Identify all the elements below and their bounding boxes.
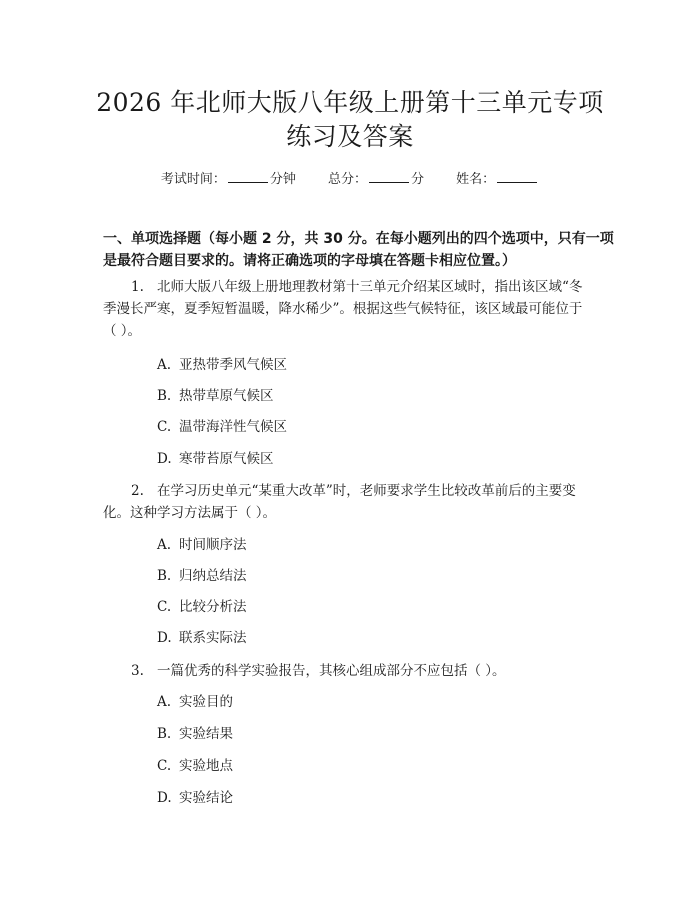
option-letter: A. (157, 357, 172, 373)
student-name-field (456, 168, 539, 190)
question-text-line-2: 季漫长严寒，夏季短暂温暖，降水稀少”。根据这些气候特征，该区域最可能位于 (103, 301, 583, 317)
question-3-option-b (157, 724, 233, 744)
question-1-option-d (157, 449, 274, 469)
option-text: 温带海洋性气候区 (179, 419, 287, 435)
question-3-option-c (157, 756, 233, 776)
exam-info-row (0, 168, 700, 190)
option-text: 联系实际法 (179, 630, 247, 646)
option-text: 热带草原气候区 (179, 388, 274, 404)
option-letter: B. (157, 388, 172, 404)
option-letter: C. (157, 599, 172, 615)
total-score-label: 总分： (327, 172, 367, 187)
question-2-option-c (157, 597, 247, 617)
option-text: 实验地点 (179, 758, 233, 774)
option-letter: D. (157, 451, 172, 467)
option-letter: A. (157, 694, 172, 710)
question-2-option-d (157, 628, 247, 648)
option-text: 归纳总结法 (179, 568, 247, 584)
option-text: 比较分析法 (179, 599, 247, 615)
exam-time-unit: 分钟 (269, 172, 296, 187)
question-3 (103, 660, 603, 682)
exam-time-label: 考试时间： (160, 172, 226, 187)
option-letter: B. (157, 568, 172, 584)
question-number: 2. (131, 483, 144, 499)
document-title-line-2: 练习及答案 (286, 122, 414, 151)
question-number: 1. (131, 279, 144, 295)
option-text: 实验目的 (179, 694, 233, 710)
question-text-line-2: 化。这种学习方法属于（ ）。 (103, 505, 277, 521)
section-heading-line-1: 一、单项选择题（每小题 2 分，共 30 分。在每小题列出的四个选项中，只有一项 (103, 231, 614, 247)
option-text: 实验结果 (179, 726, 233, 742)
option-letter: D. (157, 790, 172, 806)
question-text-line-3: （ ）。 (103, 323, 142, 339)
question-3-option-d (157, 788, 233, 808)
student-name-label: 姓名： (456, 172, 496, 187)
total-score-unit: 分 (411, 172, 425, 187)
question-2 (103, 480, 603, 524)
document-title-line-1: 2026 年北师大版八年级上册第十三单元专项 (96, 88, 604, 117)
option-text: 实验结论 (179, 790, 233, 806)
question-1 (103, 276, 603, 342)
question-3-option-a (157, 692, 233, 712)
question-text-line-1: 在学习历史单元“某重大改革”时，老师要求学生比较改革前后的主要变 (157, 483, 576, 499)
total-score-field (328, 168, 424, 190)
option-text: 寒带苔原气候区 (179, 451, 274, 467)
question-number: 3. (131, 663, 144, 679)
option-letter: B. (157, 726, 172, 742)
question-2-option-b (157, 566, 247, 586)
option-letter: D. (157, 630, 172, 646)
exam-time-blank (228, 168, 268, 183)
exam-time-field (161, 168, 296, 190)
section-heading (103, 228, 614, 272)
option-letter: C. (157, 419, 172, 435)
question-2-option-a (157, 535, 247, 555)
question-1-option-a (157, 355, 287, 375)
section-heading-line-2: 是最符合题目要求的。请将正确选项的字母填在答题卡相应位置。） (103, 253, 516, 269)
option-letter: C. (157, 758, 172, 774)
question-text-line-1: 一篇优秀的科学实验报告，其核心组成部分不应包括（ ）。 (157, 663, 506, 679)
question-1-option-b (157, 386, 274, 406)
question-text-line-1: 北师大版八年级上册地理教材第十三单元介绍某区域时，指出该区域“冬 (157, 279, 583, 295)
question-1-option-c (157, 417, 287, 437)
total-score-blank (369, 168, 409, 183)
option-text: 亚热带季风气候区 (179, 357, 287, 373)
option-letter: A. (157, 537, 172, 553)
student-name-blank (497, 168, 537, 183)
option-text: 时间顺序法 (179, 537, 247, 553)
